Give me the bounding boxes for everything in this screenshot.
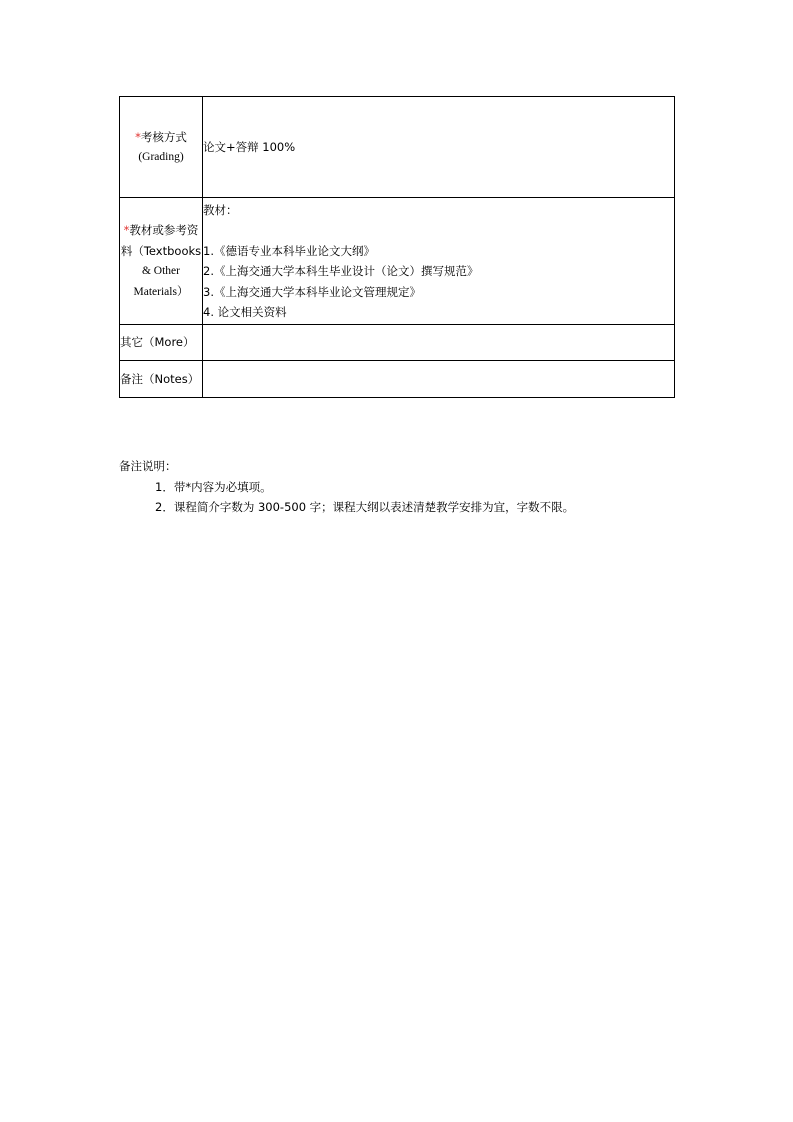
materials-line: 3.《上海交通大学本科毕业论文管理规定》 xyxy=(203,284,421,299)
notes-label: 备注（Notes） xyxy=(120,361,203,398)
grading-row xyxy=(120,97,675,198)
materials-label-line3: & Other xyxy=(141,265,180,277)
grading-label-cn: 考核方式 xyxy=(140,129,187,144)
required-asterisk: * xyxy=(123,223,130,237)
required-asterisk: * xyxy=(135,129,141,144)
materials-line: 教材： xyxy=(203,202,238,217)
materials-label-cell xyxy=(120,198,203,325)
remarks-title: 备注说明： xyxy=(119,459,177,473)
grading-value-cell xyxy=(203,97,675,198)
grading-value: 论文+答辩 100% xyxy=(203,139,296,154)
materials-line: 2.《上海交通大学本科生毕业设计（论文）撰写规范》 xyxy=(203,264,479,278)
more-label: 其它（More） xyxy=(120,325,203,361)
remarks-item: 1．带*内容为必填项。 xyxy=(155,479,272,494)
materials-label-line1: 教材或参考资 xyxy=(129,223,199,237)
more-value xyxy=(203,325,675,361)
materials-line xyxy=(203,220,674,241)
materials-value-cell xyxy=(203,198,675,325)
course-info-table xyxy=(119,96,675,398)
grading-label-cell xyxy=(120,97,203,198)
remarks-item: 2．课程简介字数为 300-500 字；课程大纲以表述清楚教学安排为宜，字数不限。 xyxy=(155,500,575,514)
materials-label-line2: 料（Textbooks xyxy=(120,243,202,258)
notes-row xyxy=(120,361,675,398)
more-row xyxy=(120,325,675,361)
materials-line: 1.《德语专业本科毕业论文大纲》 xyxy=(203,243,375,258)
remarks-section xyxy=(119,456,574,518)
materials-line: 4. 论文相关资料 xyxy=(203,305,287,319)
materials-row xyxy=(120,198,675,325)
materials-label-line4: Materials） xyxy=(133,285,189,298)
notes-value xyxy=(203,361,675,398)
grading-label-en: (Grading) xyxy=(138,151,184,163)
